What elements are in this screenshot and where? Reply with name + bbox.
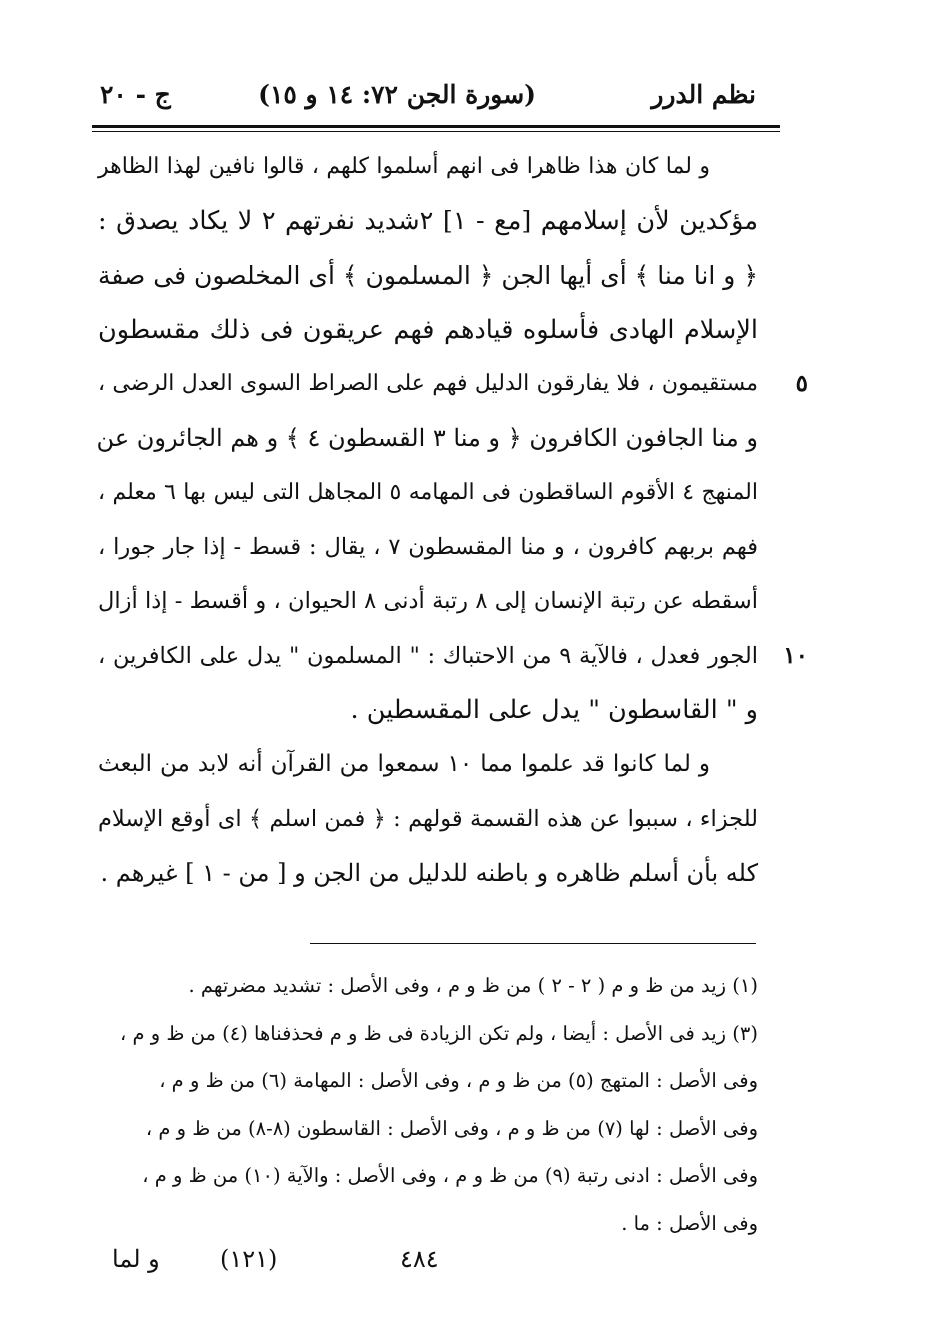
catchword: و لما [112,1245,160,1273]
footnote-line: وفى الأصل : المتهج (٥) من ظ و م ، وفى الأصل : المهامة (٦) من ظ و م ، [159,1069,758,1092]
header-rule [92,125,780,128]
footnote-separator [310,943,756,944]
surah-reference: (سورة الجن ٧٢: ١٤ و ١٥) [258,80,536,109]
footnote-line: وفى الأصل : لها (٧) من ظ و م ، وفى الأصل : القاسطون (٨-٨) من ظ و م ، [145,1116,758,1140]
text-line: و لما كان هذا ظاهرا فى انهم أسلموا كلهم ، قالوا نافين لهذا الظاهر [98,154,710,179]
footnote-line: وفى الأصل : ما . [621,1211,758,1235]
book-title: نظم الدرر [651,80,756,109]
text-line-5 [98,357,808,411]
text-line: كله بأن أسلم ظاهره و باطنه للدليل من الجن و [ من - ١ ] غيرهم . [100,858,758,887]
page-number: ٤٨٤ [400,1245,439,1273]
text-line: مؤكدين لأن إسلامهم [مع - ١] ٢شديد نفرتهم ٢ لا يكاد يصدق : [98,206,758,237]
text-line: أسقطه عن رتبة الإنسان إلى ٨ رتبة أدنى ٨ الحيوان ، و أقسط - إذا أزال [98,588,758,615]
text-line: و منا الجافون الكافرون ﴿ و منا ٣ القسطون ٤ ﴾ و هم الجائرون عن [96,424,758,453]
part-number: ج - ٢٠ [100,80,171,109]
text-line: و لما كانوا قد علموا مما ١٠ سمعوا من القرآن أنه لابد من البعث [98,751,711,778]
text-line: المنهج ٤ الأقوم الساقطون فى المهامه ٥ المجاهل التى ليس بها ٦ معلم ، [98,479,758,505]
text-line-10 [98,629,808,683]
main-text [96,140,808,900]
page-footer [100,1245,756,1285]
line-number: ١٠ [783,641,808,669]
text-line-content: مستقيمون ، فلا يفارقون الدليل فهم على الصراط السوى العدل الرضى ، [98,371,758,397]
footnote-line: وفى الأصل : ادنى رتبة (٩) من ظ و م ، وفى الأصل : والآية (١٠) من ظ و م ، [142,1164,758,1187]
text-line-content: الجور فعدل ، فالآية ٩ من الاحتباك : " المسلمون " يدل على الكافرين ، [98,642,759,669]
footnote-line: (١) زيد من ظ و م ( ٢ - ٢ ) من ظ و م ، وفى الأصل : تشديد مضرتهم . [188,974,758,997]
volume-mark: (١٢١) [220,1245,278,1273]
text-line: فهم بربهم كافرون ، و منا المقسطون ٧ ، يقال : قسط - إذا جار جورا ، [98,534,758,561]
footnote-line: (٣) زيد فى الأصل : أيضا ، ولم تكن الزيادة فى ظ و م فحذفناها (٤) من ظ و م ، [120,1021,758,1045]
text-line: الإسلام الهادى فأسلوه قيادهم فهم عريقون فى ذلك مقسطون [98,314,758,345]
footnotes [98,962,758,1247]
text-line: و " القاسطون " يدل على المقسطين . [350,694,758,725]
header-rule-thin [92,131,780,132]
line-number: ٥ [795,370,808,398]
running-header [100,78,756,118]
text-line: للجزاء ، سببوا عن هذه القسمة قولهم : ﴿ فمن اسلم ﴾ اى أوقع الإسلام [98,805,758,832]
text-line: ﴿ و انا منا ﴾ أى أيها الجن ﴿ المسلمون ﴾ أى المخلصون فى صفة [98,260,758,290]
